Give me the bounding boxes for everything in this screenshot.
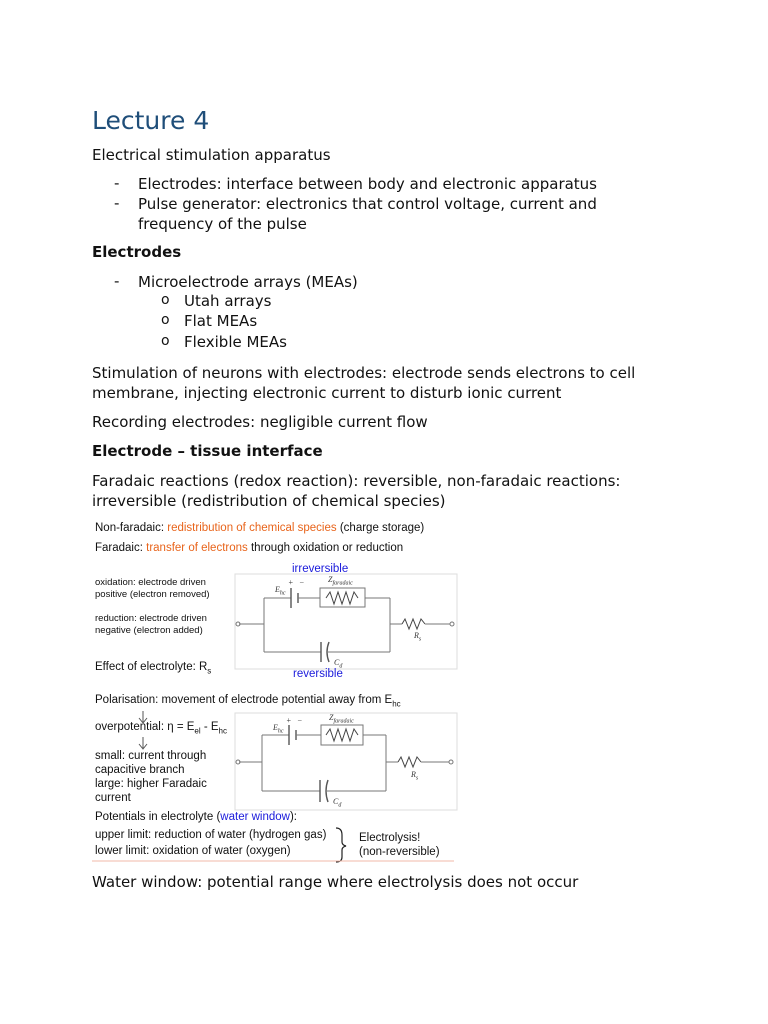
minus-sign: − [299,578,305,587]
irreversible-label: irreversible [292,563,349,575]
faradaic-text: Faradaic reactions (redox reaction): reversible, non-faradaic reactions: irreversible (redistribution of chemical species) [92,472,621,510]
electrodes-heading: Electrodes [92,243,182,261]
brace [336,828,346,862]
sub-bullet: o [161,292,170,308]
mea-type-flat: Flat MEAs [184,312,258,330]
small-text: small: current through capacitive branch [95,750,207,776]
apparatus-item-pulse-generator: Pulse generator: electronics that control voltage, current and frequency of the pulse [138,195,597,233]
large-text: large: higher Faradaic current [95,778,207,804]
intro-text: Electrical stimulation apparatus [92,146,331,164]
terminal [450,622,454,626]
plus-sign: + [286,716,292,725]
lower-limit-text: lower limit: oxidation of water (oxygen) [95,845,291,857]
ehc-label: $E_{hc}$ [273,723,284,735]
bullet-dash: - [114,272,120,290]
faradaic-line: Faradaic: transfer of electrons through oxidation or reduction [95,542,404,554]
sub-bullet: o [161,312,170,328]
interface-heading: Electrode – tissue interface [92,442,323,460]
zf-resistor [326,729,358,741]
rs-label: $R_s$ [411,770,419,782]
electrode-interface-figure [92,515,458,865]
mea-type-utah: Utah arrays [184,292,272,310]
potentials-text: Potentials in electrolyte (water window): [95,811,297,823]
sub-bullet: o [161,333,170,349]
electrolyte-effect: Effect of electrolyte: $R_s$ [95,661,212,676]
zf-resistor [326,592,358,604]
reversible-label: reversible [293,668,343,680]
minus-sign: − [297,716,303,725]
zf-label: $Z_{faradaic}$ [329,713,354,725]
reduction-text: reduction: electrode driven negative (electron added) [95,613,207,636]
non-reversible-text: (non-reversible) [359,846,440,858]
plus-sign: + [288,578,294,587]
nonfaradaic-line: Non-faradaic: redistribution of chemical species (charge storage) [95,522,425,534]
electrolysis-text: Electrolysis! [359,832,421,844]
bullet-dash: - [114,194,120,212]
rs-resistor [398,757,421,767]
terminal [449,760,453,764]
cd-label: $C_d$ [333,797,342,809]
cd-label: $C_d$ [334,658,343,670]
page-title: Lecture 4 [92,106,210,135]
ehc-label: $E_{hc}$ [275,585,286,597]
bullet-dash: - [114,174,120,192]
polarisation-text: Polarisation: movement of electrode potential away from $E_{hc}$ [95,694,401,709]
recording-text: Recording electrodes: negligible current flow [92,413,428,431]
mea-item: Microelectrode arrays (MEAs) [138,273,358,291]
stimulation-text: Stimulation of neurons with electrodes: electrode sends electrons to cell membrane, injecting electronic current to disturb ionic current [92,364,636,402]
upper-limit-text: upper limit: reduction of water (hydrogen gas) [95,829,327,841]
apparatus-item-electrodes: Electrodes: interface between body and electronic apparatus [138,175,598,193]
rs-label: $R_s$ [414,631,422,643]
zf-label: $Z_{faradaic}$ [328,575,353,587]
water-window-text: Water window: potential range where electrolysis does not occur [92,873,579,891]
rs-resistor [402,619,425,629]
oxidation-text: oxidation: electrode driven positive (electron removed) [95,577,210,600]
overpotential-text: overpotential: $\eta = E_{el} - E_{hc}$ [95,721,227,736]
mea-type-flexible: Flexible MEAs [184,333,287,351]
